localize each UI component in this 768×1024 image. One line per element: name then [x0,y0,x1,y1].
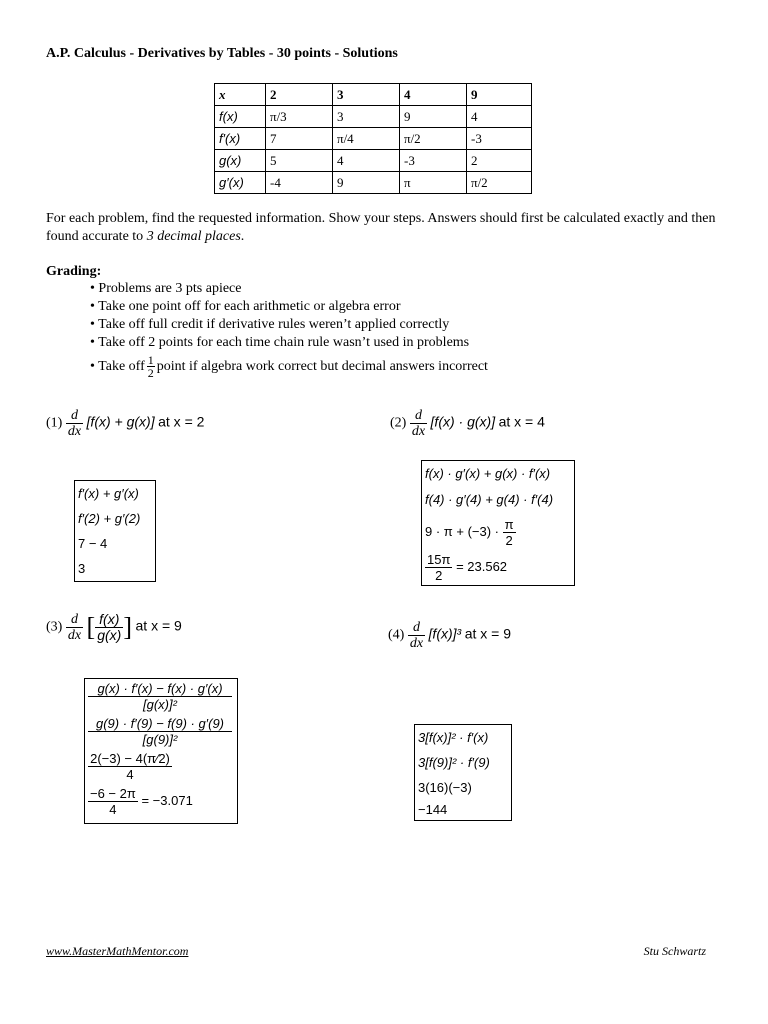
table-cell: π [400,172,467,194]
right-bracket: ] [123,612,133,642]
problem-1 [46,408,204,439]
solution-2-box [421,460,575,586]
problem-point: at x = 4 [498,413,545,430]
table-cell: 2 [467,150,532,172]
quotient-expression: $\frac{f(x)}{g(x)}$ [97,611,122,643]
grading-list [90,280,488,382]
table-header-cell: x [215,84,266,106]
problem-expression: [f(x)]³ [428,625,462,642]
problem-number: (1) [46,415,63,431]
row-label: g′(x) [215,172,266,194]
solution-3-box [84,678,238,824]
table-cell: -4 [266,172,333,194]
grading-item: • Take off full credit if derivative rules weren’t applied correctly [90,317,450,332]
footer-website-link[interactable]: www.MasterMathMentor.com [46,944,189,958]
grading-item: • Problems are 3 pts apiece [90,281,242,296]
solution-4-box [414,724,512,821]
solution-line: 3(16)(−3) [418,780,472,795]
problem-number: (2) [390,415,407,431]
grading-item: • Take one point off for each arithmetic or algebra error [90,299,401,314]
table-cell: 4 [467,106,532,128]
row-label: g(x) [215,150,266,172]
problem-point: at x = 9 [135,617,182,634]
table-cell: 4 [333,150,400,172]
table-cell: π/4 [333,128,400,150]
half-fraction: $\frac{1}{2}$ [147,353,154,381]
table-header-cell: 3 [333,84,400,106]
problem-number: (3) [46,619,63,635]
instructions-end: . [240,229,245,244]
table-cell: π/2 [467,172,532,194]
problem-point: at x = 9 [464,625,512,642]
problem-point: at x = 2 [158,413,205,430]
table-cell: 7 [266,128,333,150]
solution-line: $\frac{-6 - 2\pi}{4}$ = −3.071 [90,786,193,817]
instructions-text: For each problem, find the requested information. Show your steps. Answers should first be calculated exactly and then found accurate to [46,211,716,244]
solution-line: 7 − 4 [78,536,108,551]
table-row [215,172,532,194]
problem-expression: [f(x) · g(x)] [430,413,496,430]
grading-item: • Take off $\frac{1}{2}$ point if algebra work correct but decimal answers incorrect [90,353,488,381]
grading-heading: Grading: [46,264,102,279]
solution-line: 9 · π + (−3) · $\frac{\pi}{2}$ [425,517,514,548]
solution-line: 3[f(x)]² · f′(x) [418,730,489,745]
row-label: f′(x) [215,128,266,150]
solution-line: $\frac{g(9) \cdot f'(9) - f(9) \cdot g'(9)}{\text{[g(9)]²}}$ [85,714,237,749]
solution-line: f′(2) + g′(2) [78,511,141,526]
table-header-cell: 9 [467,84,532,106]
problem-3 [46,612,182,643]
pi-over-two: $\frac{\pi}{2}$ [504,517,514,548]
page-title: A.P. Calculus - Derivatives by Tables - 30 points - Solutions [46,46,398,61]
solution-line: $\frac{g(x) \cdot f'(x) - f(x) \cdot g'(x)}{\text{[g(x)]²}}$ [85,679,237,714]
row-label: f(x) [215,106,266,128]
problem-4 [388,620,511,651]
derivative-operator: $\frac{d}{dx}$ [411,408,426,439]
solution-line: f(x) · g′(x) + g(x) · f′(x) [425,466,551,481]
values-table [214,83,532,194]
table-header-row [215,84,532,106]
table-cell: 9 [400,106,467,128]
footer-author: Stu Schwartz [643,944,706,958]
derivative-operator: $\frac{d}{dx}$ [409,620,424,651]
table-cell: π/3 [266,106,333,128]
table-row [215,106,532,128]
grading-item: • Take off 2 points for each time chain rule wasn’t used in problems [90,335,470,350]
solution-line: f(4) · g′(4) + g(4) · f′(4) [425,492,554,507]
table-cell: -3 [400,150,467,172]
table-cell: π/2 [400,128,467,150]
solution-1-box [74,480,156,582]
table-header-cell: 4 [400,84,467,106]
solution-line: f′(x) + g′(x) [78,486,139,501]
derivative-operator: $\frac{d}{dx}$ [67,612,82,643]
derivative-operator: $\frac{d}{dx}$ [67,408,82,439]
fifteen-pi-over-two: $\frac{15\pi}{2}$ [427,552,451,583]
table-header-cell: 2 [266,84,333,106]
table-cell: 9 [333,172,400,194]
table-cell: 3 [333,106,400,128]
table-cell: 5 [266,150,333,172]
instructions [46,210,736,246]
problem-2 [390,408,545,439]
solution-line: $\frac{2(-3) - 4(\pi⁄2)}{4}$ [85,749,237,784]
solution-line: 3[f(9)]² · f′(9) [418,755,490,770]
table-row [215,128,532,150]
solution-line: $\frac{15\pi}{2}$ = 23.562 [427,552,508,583]
solution-line: −144 [418,802,448,817]
instructions-emphasis: 3 decimal places [146,229,241,244]
problem-number: (4) [388,627,405,643]
table-cell: -3 [467,128,532,150]
solution-line: 3 [78,561,86,576]
problem-expression: [f(x) + g(x)] [86,413,155,430]
left-bracket: [ [86,612,96,642]
table-row [215,150,532,172]
